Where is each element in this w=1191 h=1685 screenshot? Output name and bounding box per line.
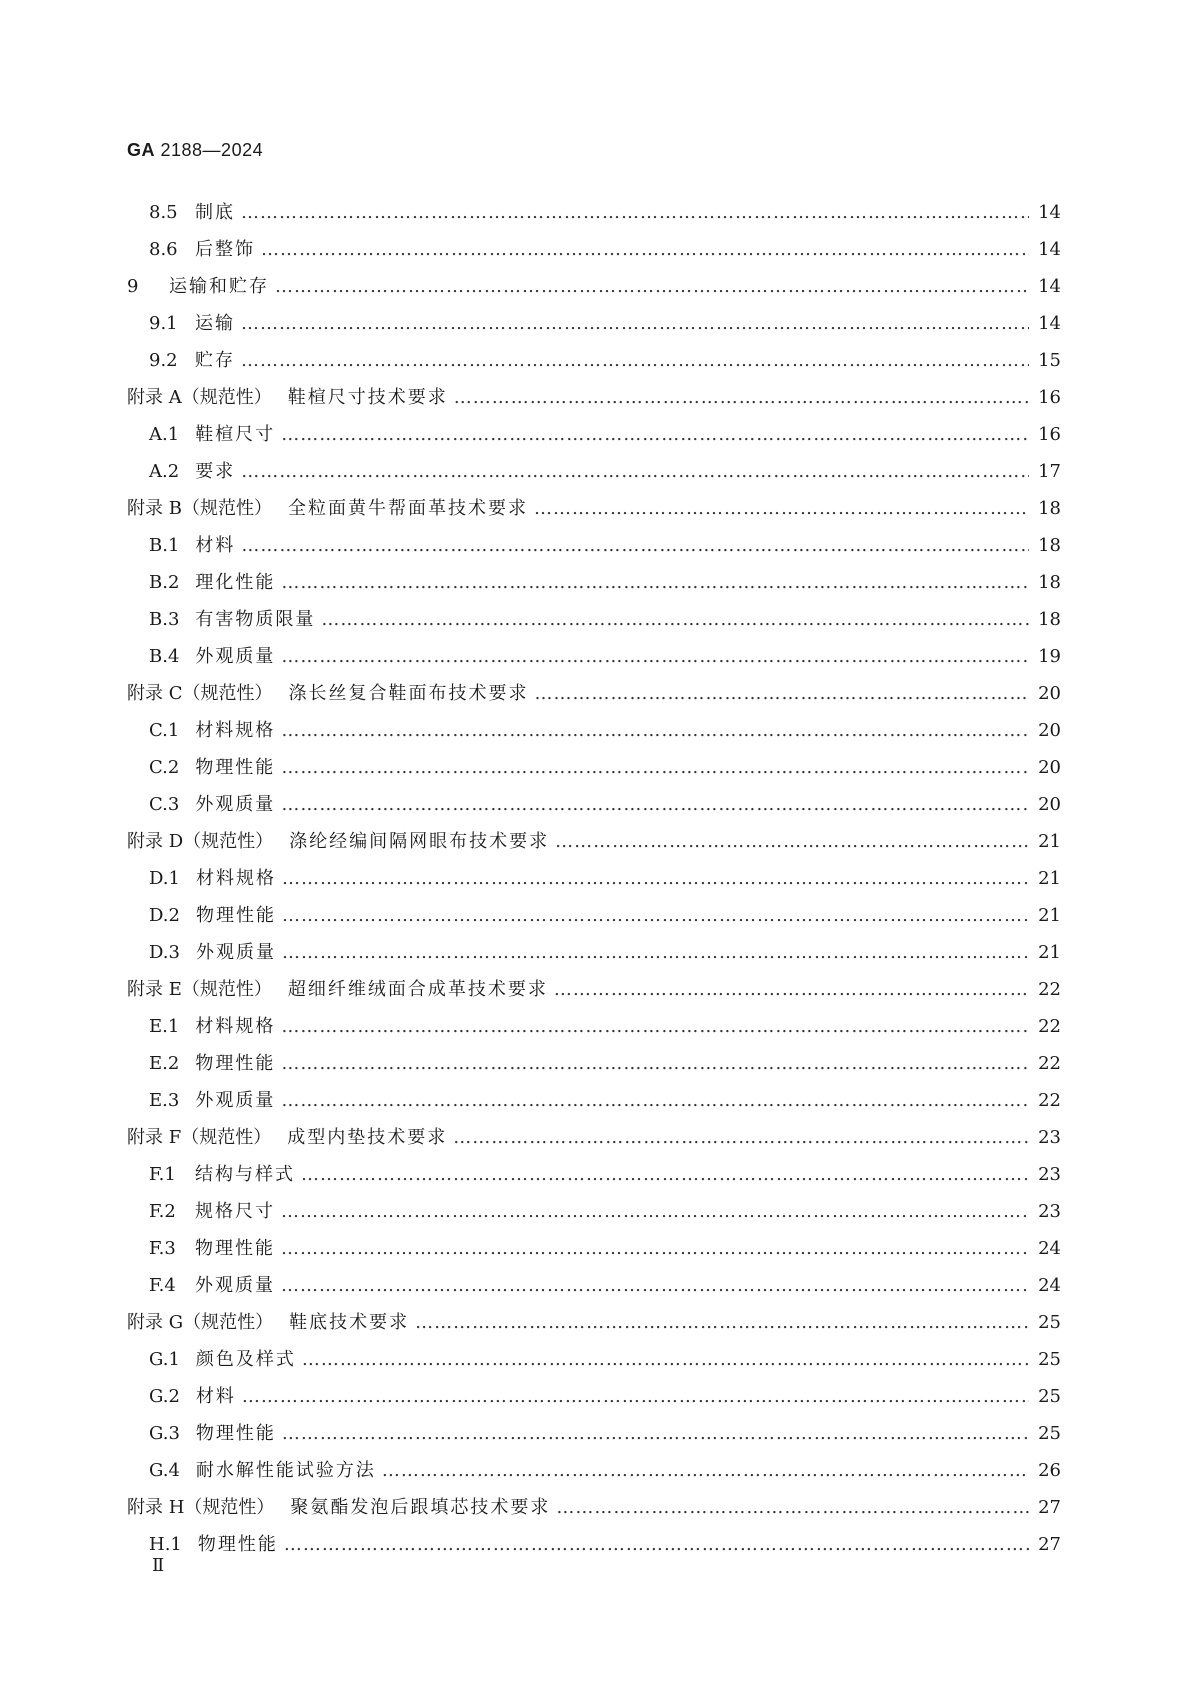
toc-entry-title: 材料 — [195, 1386, 236, 1407]
toc-entry-title: 材料规格 — [195, 1016, 276, 1037]
toc-dot-leader — [281, 1193, 1029, 1230]
toc-entry-title: 物理性能 — [195, 757, 276, 778]
toc-entry-number: 9.1 — [149, 313, 178, 334]
toc-dot-leader — [321, 601, 1029, 638]
toc-dot-leader — [241, 342, 1029, 379]
toc-entry-page: 27 — [1038, 1497, 1061, 1518]
toc-entry-page: 18 — [1038, 498, 1061, 519]
standard-number: 2188—2024 — [160, 140, 264, 160]
toc-entry-number: F.1 — [149, 1164, 176, 1185]
toc-dot-leader — [275, 268, 1029, 305]
toc-entry[interactable] — [127, 1008, 1061, 1045]
toc-entry-number: B.2 — [149, 572, 180, 593]
toc-entry-page: 20 — [1038, 757, 1061, 778]
document-header — [127, 140, 263, 161]
toc-entry[interactable] — [127, 1415, 1061, 1452]
toc-entry-page: 22 — [1038, 1090, 1061, 1111]
toc-dot-leader — [261, 231, 1029, 268]
toc-entry[interactable] — [127, 1045, 1061, 1082]
toc-entry-title: 材料规格 — [195, 720, 276, 741]
toc-entry[interactable] — [127, 527, 1061, 564]
toc-entry-page: 26 — [1038, 1460, 1061, 1481]
toc-entry-page: 20 — [1038, 720, 1061, 741]
toc-dot-leader — [241, 194, 1029, 231]
toc-dot-leader — [453, 1119, 1029, 1156]
toc-dot-leader — [415, 1304, 1029, 1341]
toc-entry-page: 21 — [1038, 831, 1061, 852]
toc-entry-page: 25 — [1038, 1423, 1061, 1444]
toc-entry[interactable] — [127, 1341, 1061, 1378]
toc-entry-number: 附录 C（规范性） — [127, 683, 273, 704]
toc-dot-leader — [554, 971, 1029, 1008]
toc-entry[interactable] — [127, 971, 1061, 1008]
toc-entry-number: 8.5 — [149, 202, 178, 223]
toc-entry-title: 颜色及样式 — [195, 1349, 296, 1370]
toc-entry-page: 19 — [1038, 646, 1061, 667]
toc-entry-number: B.3 — [149, 609, 180, 630]
toc-entry[interactable] — [127, 897, 1061, 934]
toc-entry-page: 25 — [1038, 1349, 1061, 1370]
toc-entry[interactable] — [127, 1119, 1061, 1156]
toc-dot-leader — [281, 1267, 1029, 1304]
toc-entry[interactable] — [127, 1489, 1061, 1526]
toc-entry-title: 物理性能 — [195, 905, 276, 926]
toc-entry-number: E.3 — [149, 1090, 180, 1111]
toc-dot-leader — [281, 416, 1029, 453]
toc-entry-title: 成型内垫技术要求 — [287, 1127, 448, 1148]
toc-entry[interactable] — [127, 1526, 1061, 1563]
toc-entry[interactable] — [127, 342, 1061, 379]
toc-entry[interactable] — [127, 749, 1061, 786]
toc-entry[interactable] — [127, 1267, 1061, 1304]
toc-entry-title: 物理性能 — [197, 1534, 278, 1555]
toc-entry-number: D.3 — [149, 942, 180, 963]
toc-entry[interactable] — [127, 638, 1061, 675]
toc-entry-title: 贮存 — [195, 350, 235, 371]
toc-dot-leader — [284, 1526, 1029, 1563]
toc-entry-number: 附录 B（规范性） — [127, 498, 272, 519]
toc-entry-page: 21 — [1038, 942, 1061, 963]
toc-entry-page: 18 — [1038, 572, 1061, 593]
toc-entry-title: 规格尺寸 — [195, 1201, 275, 1222]
toc-entry-number: F.2 — [149, 1201, 176, 1222]
toc-entry-title: 有害物质限量 — [195, 609, 316, 630]
toc-entry-title: 鞋楦尺寸 — [195, 424, 276, 445]
toc-dot-leader — [556, 1489, 1029, 1526]
toc-entry[interactable] — [127, 1452, 1061, 1489]
toc-dot-leader — [382, 1452, 1029, 1489]
toc-dot-leader — [241, 305, 1029, 342]
toc-entry-page: 24 — [1038, 1275, 1061, 1296]
toc-entry-page: 23 — [1038, 1201, 1061, 1222]
toc-entry-title: 制底 — [195, 202, 235, 223]
toc-entry-page: 20 — [1038, 794, 1061, 815]
toc-entry-page: 21 — [1038, 905, 1061, 926]
page-number: Ⅱ — [152, 1555, 165, 1576]
toc-entry[interactable] — [127, 1156, 1061, 1193]
toc-entry-number: B.1 — [149, 535, 180, 556]
toc-entry-title: 外观质量 — [195, 646, 276, 667]
toc-entry[interactable] — [127, 564, 1061, 601]
toc-entry-number: F.3 — [149, 1238, 176, 1259]
toc-entry-page: 25 — [1038, 1312, 1061, 1333]
toc-dot-leader — [281, 564, 1029, 601]
toc-entry-page: 22 — [1038, 979, 1061, 1000]
toc-entry-title: 物理性能 — [195, 1053, 276, 1074]
toc-entry-number: 8.6 — [149, 239, 178, 260]
toc-entry[interactable] — [127, 231, 1061, 268]
toc-entry[interactable] — [127, 1378, 1061, 1415]
toc-entry[interactable] — [127, 268, 1061, 305]
table-of-contents — [127, 194, 1061, 1563]
toc-entry-number: 附录 H（规范性） — [127, 1497, 275, 1518]
toc-dot-leader — [281, 638, 1029, 675]
standard-code: GA — [127, 140, 155, 160]
toc-entry-page: 16 — [1038, 387, 1061, 408]
toc-entry-number: E.1 — [149, 1016, 180, 1037]
toc-entry[interactable] — [127, 786, 1061, 823]
toc-dot-leader — [302, 1341, 1029, 1378]
toc-entry-number: G.2 — [149, 1386, 180, 1407]
toc-entry-title: 物理性能 — [195, 1423, 276, 1444]
toc-dot-leader — [534, 490, 1029, 527]
toc-dot-leader — [281, 1008, 1029, 1045]
toc-entry-title: 鞋楦尺寸技术要求 — [287, 387, 448, 408]
toc-entry-number: 9 — [127, 276, 139, 297]
toc-entry-number: A.2 — [149, 461, 180, 482]
toc-entry-number: 附录 D（规范性） — [127, 831, 274, 852]
toc-dot-leader — [242, 1378, 1029, 1415]
toc-dot-leader — [281, 786, 1029, 823]
toc-entry-number: B.4 — [149, 646, 180, 667]
toc-entry-title: 外观质量 — [195, 794, 276, 815]
toc-dot-leader — [241, 453, 1029, 490]
toc-entry[interactable] — [127, 1304, 1061, 1341]
toc-dot-leader — [535, 675, 1030, 712]
toc-entry-page: 18 — [1038, 535, 1061, 556]
toc-entry-title: 材料规格 — [195, 868, 276, 889]
toc-entry-page: 20 — [1038, 683, 1061, 704]
toc-entry[interactable] — [127, 490, 1061, 527]
toc-entry-title: 要求 — [195, 461, 236, 482]
toc-entry[interactable] — [127, 860, 1061, 897]
toc-entry[interactable] — [127, 379, 1061, 416]
toc-entry[interactable] — [127, 823, 1061, 860]
toc-entry-page: 27 — [1038, 1534, 1061, 1555]
toc-entry-number: G.4 — [149, 1460, 180, 1481]
toc-entry-title: 运输和贮存 — [169, 276, 269, 297]
toc-entry-page: 22 — [1038, 1016, 1061, 1037]
toc-entry-page: 22 — [1038, 1053, 1061, 1074]
toc-entry-number: 附录 F（规范性） — [127, 1127, 272, 1148]
toc-entry-page: 14 — [1038, 202, 1061, 223]
toc-dot-leader — [301, 1156, 1029, 1193]
toc-dot-leader — [555, 823, 1029, 860]
toc-entry-page: 14 — [1038, 313, 1061, 334]
toc-entry-title: 全粒面黄牛帮面革技术要求 — [287, 498, 528, 519]
toc-entry-title: 鞋底技术要求 — [289, 1312, 410, 1333]
toc-entry[interactable] — [127, 1193, 1061, 1230]
toc-entry-page: 18 — [1038, 609, 1061, 630]
toc-entry-page: 24 — [1038, 1238, 1061, 1259]
toc-entry-page: 21 — [1038, 868, 1061, 889]
toc-entry-title: 运输 — [195, 313, 235, 334]
toc-dot-leader — [281, 1082, 1029, 1119]
toc-entry-number: 附录 G（规范性） — [127, 1312, 274, 1333]
toc-entry-number: 附录 E（规范性） — [127, 979, 272, 1000]
toc-entry-number: D.1 — [149, 868, 180, 889]
toc-entry-number: A.1 — [149, 424, 180, 445]
toc-entry-title: 结构与样式 — [195, 1164, 295, 1185]
toc-entry-number: C.3 — [149, 794, 180, 815]
toc-dot-leader — [281, 1045, 1029, 1082]
toc-dot-leader — [282, 1415, 1029, 1452]
toc-dot-leader — [281, 712, 1029, 749]
toc-entry-page: 14 — [1038, 276, 1061, 297]
toc-dot-leader — [282, 897, 1029, 934]
toc-entry-title: 材料 — [195, 535, 236, 556]
toc-entry[interactable] — [127, 601, 1061, 638]
toc-entry-page: 16 — [1038, 424, 1061, 445]
toc-entry-title: 后整饰 — [195, 239, 255, 260]
toc-dot-leader — [281, 1230, 1029, 1267]
toc-entry-number: G.3 — [149, 1423, 180, 1444]
toc-dot-leader — [281, 749, 1029, 786]
toc-entry-number: C.2 — [149, 757, 180, 778]
toc-entry-page: 17 — [1038, 461, 1061, 482]
toc-dot-leader — [454, 379, 1029, 416]
toc-entry-number: C.1 — [149, 720, 180, 741]
toc-entry-number: G.1 — [149, 1349, 180, 1370]
toc-entry-number: D.2 — [149, 905, 180, 926]
toc-entry[interactable] — [127, 1230, 1061, 1267]
toc-entry[interactable] — [127, 1082, 1061, 1119]
toc-entry-page: 23 — [1038, 1164, 1061, 1185]
toc-entry-title: 超细纤维绒面合成革技术要求 — [287, 979, 548, 1000]
toc-entry-number: H.1 — [149, 1534, 182, 1555]
toc-dot-leader — [282, 934, 1029, 971]
toc-entry-page: 15 — [1038, 350, 1061, 371]
toc-entry-title: 聚氨酯发泡后跟填芯技术要求 — [290, 1497, 551, 1518]
toc-entry-number: E.2 — [149, 1053, 180, 1074]
toc-entry[interactable] — [127, 675, 1061, 712]
toc-entry[interactable] — [127, 453, 1061, 490]
toc-entry[interactable] — [127, 194, 1061, 231]
toc-entry-page: 23 — [1038, 1127, 1061, 1148]
toc-entry-number: F.4 — [149, 1275, 176, 1296]
toc-entry-page: 25 — [1038, 1386, 1061, 1407]
toc-entry-number: 9.2 — [149, 350, 178, 371]
toc-entry[interactable] — [127, 305, 1061, 342]
toc-entry-title: 物理性能 — [195, 1238, 275, 1259]
toc-entry[interactable] — [127, 712, 1061, 749]
toc-entry-number: 附录 A（规范性） — [127, 387, 272, 408]
toc-entry-title: 涤长丝复合鞋面布技术要求 — [288, 683, 529, 704]
toc-dot-leader — [241, 527, 1029, 564]
toc-entry-title: 外观质量 — [195, 1090, 276, 1111]
toc-entry-title: 耐水解性能试验方法 — [195, 1460, 376, 1481]
toc-entry-title: 外观质量 — [195, 942, 276, 963]
toc-entry-title: 理化性能 — [195, 572, 276, 593]
toc-dot-leader — [282, 860, 1029, 897]
toc-entry-title: 涤纶经编间隔网眼布技术要求 — [289, 831, 550, 852]
toc-entry[interactable] — [127, 416, 1061, 453]
toc-entry-page: 14 — [1038, 239, 1061, 260]
toc-entry-title: 外观质量 — [195, 1275, 275, 1296]
toc-entry[interactable] — [127, 934, 1061, 971]
